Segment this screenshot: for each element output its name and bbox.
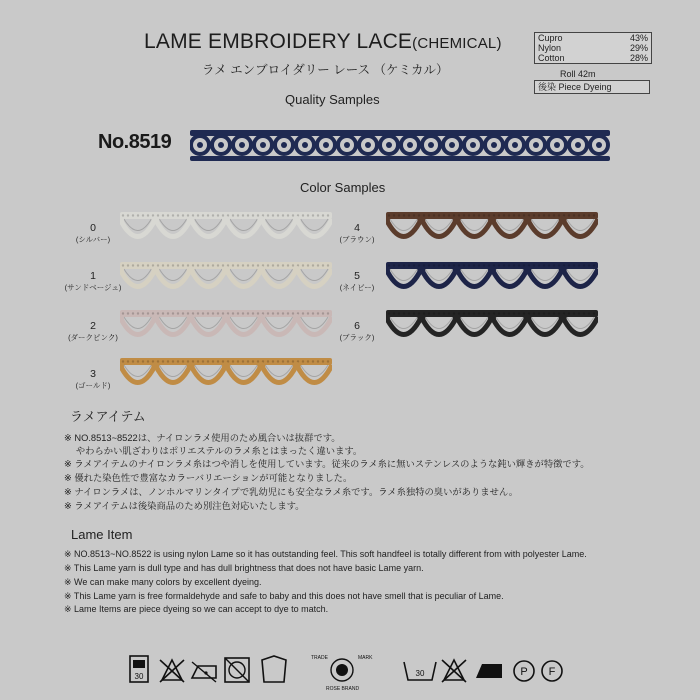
jp-note: やわらかい肌ざわりはポリエステルのラメ糸とはまったく違います。 [64,446,363,456]
color-sample-lace-0 [120,208,332,252]
rose-brand-logo [311,655,373,692]
en-note: ※ This Lame yarn is dull type and has dull brightness that does not have basic Lame yarn. [64,563,424,573]
en-note: ※ Lame Items are piece dyeing so we can accept to dye to match. [64,604,329,614]
svg-text:ROSE BRAND: ROSE BRAND [326,686,360,692]
color-sample-lace-5 [386,258,598,302]
jp-note: ※ 優れた染色性で豊富なカラーバリエーションが可能となりました。 [64,473,353,483]
en-note: ※ This Lame yarn is free formaldehyde and safe to baby and this does not have smell that is peculiar of Lame. [64,591,504,601]
en-note: ※ NO.8513~NO.8522 is using nylon Lame so it has outstanding feel. This soft handfeel is totally different from with polyester Lame. [64,549,587,559]
color-label-4: 4 (ブラウン) [339,222,375,244]
svg-text:30: 30 [134,672,144,681]
svg-text:TRADE: TRADE [311,655,328,661]
quality-samples-heading: Quality Samples [285,92,380,107]
composition-row: Cupro 43% [538,33,648,43]
color-label-3: 3 (ゴールド) [75,368,111,390]
page-title: LAME EMBROIDERY LACE(CHEMICAL) [144,30,502,53]
care-icons-row [128,650,598,692]
composition-row: Cotton 28% [538,53,648,63]
no-bleach-icon [160,660,184,682]
color-label-0: 0 (シルバー) [75,222,111,244]
composition-table [534,32,652,64]
color-sample-lace-1 [120,258,332,302]
dry-clean-f-icon [542,661,562,681]
jp-section-heading: ラメアイテム [70,409,146,424]
color-sample-lace-6 [386,306,598,350]
page-subtitle: ラメ エンブロイダリー レース （ケミカル） [202,63,449,77]
composition-row: Nylon 29% [538,43,648,53]
en-note: ※ We can make many colors by excellent dyeing. [64,577,262,587]
svg-text:30: 30 [415,669,425,678]
color-sample-lace-2 [120,306,332,350]
svg-text:F: F [548,666,556,678]
hang-dry-icon [262,656,286,682]
jp-note: ※ NO.8513~8522は、ナイロンラメ使用のため風合いは抜群です。 [64,433,341,443]
en-section-heading: Lame Item [71,527,133,542]
roll-length: Roll 42m [560,69,596,79]
color-samples-heading: Color Samples [300,180,386,195]
product-number: No.8519 [98,131,172,153]
wash-30-icon [404,662,436,680]
color-sample-lace-4 [386,208,598,252]
quality-sample-lace [190,126,610,166]
dry-clean-p-icon [514,661,534,681]
iron-low-icon [192,662,216,682]
iron-icon [476,664,502,678]
svg-text:P: P [520,666,528,678]
color-sample-lace-3 [120,354,332,398]
color-label-2: 2 (ダークピンク) [68,320,118,342]
hand-wash-30-icon [130,656,148,682]
color-label-1: 1 (サンドベージュ) [64,270,122,292]
jp-note: ※ ラメアイテムのナイロンラメ糸はつや消しを使用しています。従来のラメ糸に無いステンレスのような鈍い輝きが特徴です。 [64,459,590,469]
dyeing-method: 後染 Piece Dyeing [534,80,650,94]
jp-note: ※ ナイロンラメは、ノンホルマリンタイプで乳幼児にも安全なラメ糸です。ラメ糸独特の臭いがありません。 [64,487,519,497]
color-label-6: 6 (ブラック) [339,320,375,342]
color-label-5: 5 (ネイビー) [339,270,375,292]
jp-note: ※ ラメアイテムは後染商品のため別注色対応いたします。 [64,501,305,511]
svg-text:MARK: MARK [358,655,373,661]
no-bleach-triangle-icon [442,660,466,682]
no-tumble-dry-icon [225,658,249,682]
